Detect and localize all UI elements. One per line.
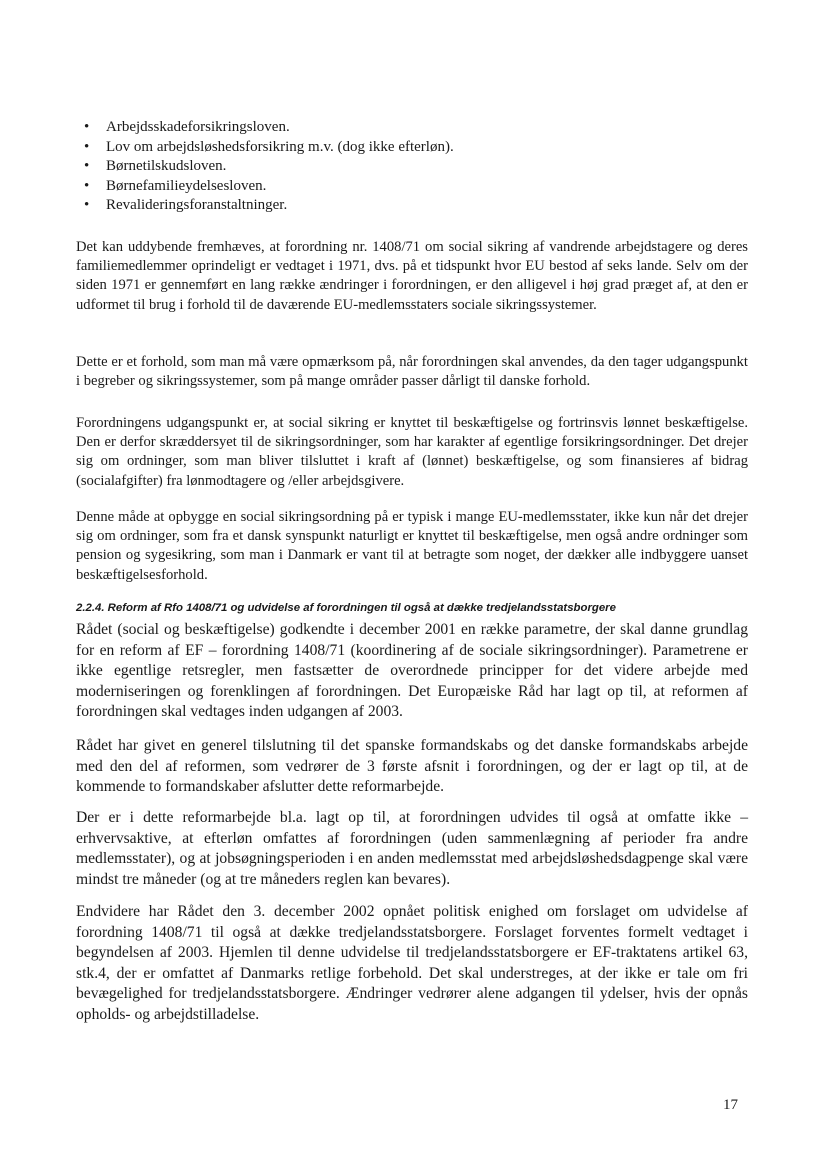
paragraph-reform-parameters: Rådet (social og beskæftigelse) godkendte i december 2001 en række parametre, der skal danne grundlag for en reform af EF – forordning 1408/71 (koordinering af de sociale sikringsordninger). Parametrene er ikke egentlige retsregler, men fastsætter de overordnede principper for det videre arbejde med moderniseringen og forenklingen af forordningen. Det Europæiske Råd har lagt op til, at reformen af forordningen skal vedtages inden udgangen af 2003. [76, 621, 748, 721]
bullet-item: • Revalideringsforanstaltninger. [82, 196, 722, 216]
paragraph-presidency-work: Rådet har givet en generel tilslutning til det spanske formandskabs og det danske formandskabs arbejde med den del af reformen, som vedrører de 3 første afsnit i forordningen, og der er lagt op til, at de kommende to formandskaber afslutter dette reformarbejde. [76, 737, 748, 796]
paragraph-employment-basis: Forordningens udgangspunkt er, at social sikring er knyttet til beskæftigelse og fortrinsvis lønnet beskæftigelse. Den er derfor skræddersyet til de sikringsordninger, som har karakter af egentlige forsikringsordninger. Det drejer sig om ordninger, som man bliver tilsluttet i kraft af (lønnet) beskæftigelse, og som finansieres af bidrag (socialafgifter) fra lønmodtagere og /eller arbejdsgivere. [76, 415, 748, 489]
paragraph-danish-conditions: Dette er et forhold, som man må være opmærksom på, når forordningen skal anvendes, da den tager udgangspunkt i begreber og sikringssystemer, som på mange områder passer dårligt til danske forhold. [76, 354, 748, 390]
page-number: 17 [723, 1097, 738, 1113]
section-heading: 2.2.4. Reform af Rfo 1408/71 og udvidelse af forordningen til også at dække tredjelandsstatsborgere [76, 602, 616, 614]
bullet-item: • Børnefamilieydelsesloven. [82, 177, 722, 197]
paragraph-regulation-history: Det kan uddybende fremhæves, at forordning nr. 1408/71 om social sikring af vandrende arbejdstagere og deres familiemedlemmer oprindeligt er vedtaget i 1971, dvs. på et tidspunkt hvor EU bestod af seks lande. Selv om der siden 1971 er gennemført en lang række ændringer i forordningen, er den alligevel i høj grad præget af, at den er udformet til brug i forhold til de daværende EU-medlemsstaters sociale sikringssystemer. [76, 239, 748, 313]
bullet-item: • Arbejdsskadeforsikringsloven. [82, 118, 722, 138]
paragraph-eu-member-states: Denne måde at opbygge en social sikringsordning på er typisk i mange EU-medlemsstater, ikke kun når det drejer sig om ordninger, som fra et dansk synspunkt naturligt er knyttet til beskæftigelse, men også andre ordninger som pension og sygesikring, som man i Danmark er vant til at betragte som noget, der dækker alle indbyggere uanset beskæftigelsesforhold. [76, 509, 748, 583]
bullet-item: • Lov om arbejdsløshedsforsikring m.v. (dog ikke efterløn). [82, 138, 722, 158]
law-bullet-list [82, 118, 722, 216]
bullet-item: • Børnetilskudsloven. [82, 157, 722, 177]
paragraph-reform-extension: Der er i dette reformarbejde bl.a. lagt op til, at forordningen udvides til også at omfatte ikke – erhvervsaktive, at efterløn omfattes af forordningen (uden sammenlægning af perioder fra andre medlemsstater), og at jobsøgningsperioden i en anden medlemsstat med arbejdsløshedsdagpenge skal være mindst tre måneder (og at tre måneders reglen kan bevares). [76, 809, 748, 888]
paragraph-third-country-nationals: Endvidere har Rådet den 3. december 2002 opnået politisk enighed om forslaget om udvidelse af forordning 1408/71 til også at dække tredjelandsstatsborgere. Forslaget forventes formelt vedtaget i begyndelsen af 2003. Hjemlen til denne udvidelse til tredjelandsstatsborgere er EF-traktatens artikel 63, stk.4, der er omfattet af Danmarks retlige forbehold. Det skal understreges, at der ikke er tale om fri bevægelighed for tredjelandsstatsborgere. Ændringer vedrører alene adgangen til ydelser, hvis der opnås opholds- og arbejdstilladelse. [76, 903, 748, 1023]
